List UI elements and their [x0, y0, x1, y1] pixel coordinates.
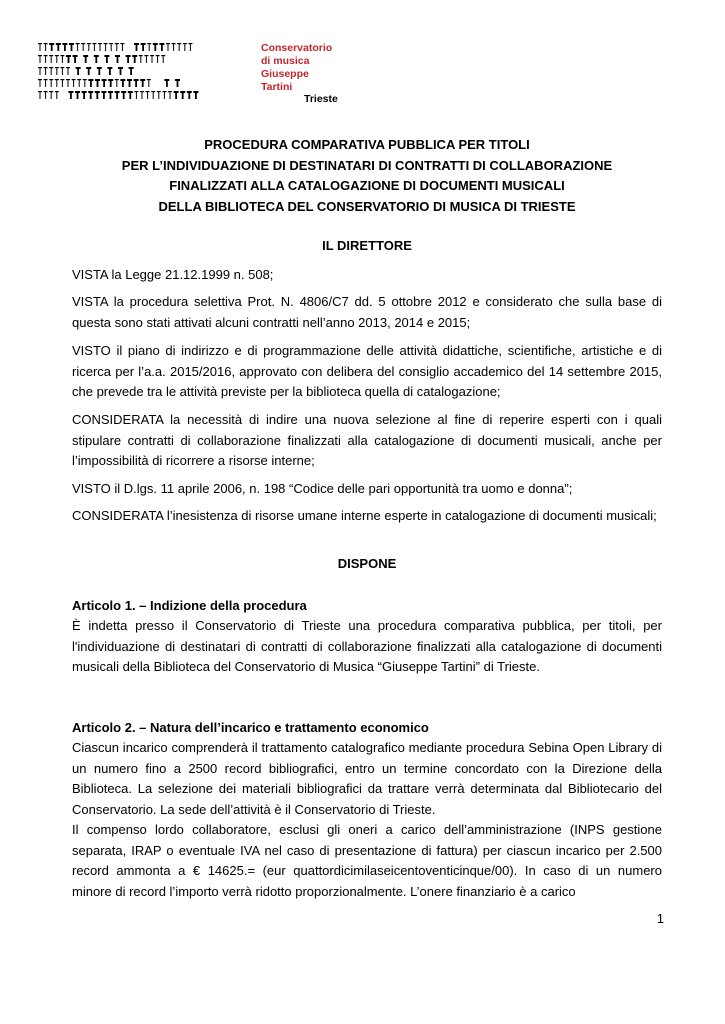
- logo-glyph: [115, 43, 119, 51]
- logo-glyph: [60, 67, 64, 75]
- logo-glyph: [127, 79, 132, 87]
- logo-line: Giuseppe: [261, 68, 309, 80]
- logo-glyph: [187, 91, 192, 99]
- logo-glyph: [49, 67, 53, 75]
- logo-glyph: [177, 43, 181, 51]
- logo-glyph: [139, 55, 143, 63]
- logo-glyph: [168, 91, 172, 99]
- logo-glyph: [81, 43, 85, 51]
- logo-glyph: [55, 91, 59, 99]
- logo-glyph: [175, 79, 180, 87]
- logo-glyph: [126, 55, 131, 63]
- logo-glyph: [88, 79, 93, 87]
- logo-glyph: [55, 67, 59, 75]
- logo-glyph: [44, 67, 48, 75]
- logo-glyph: [120, 43, 124, 51]
- logo-glyph: [38, 43, 42, 51]
- logo-glyph: [69, 43, 74, 51]
- logo-glyph: [144, 55, 148, 63]
- logo-glyph: [66, 79, 70, 87]
- logo-glyph: [38, 67, 42, 75]
- logo-glyph: [174, 91, 179, 99]
- logo-glyph: [73, 55, 78, 63]
- logo-glyph: [193, 91, 198, 99]
- premise-paragraph: VISTO il piano di indirizzo e di programmazione delle attività didattiche, scientifiche, artistiche e di ricerca per l’a.a. 2015/2016, approvato con delibera del consiglio accademico del 14 settembre 2015, che prevede tra le attività previste per la biblioteca quella di catalogazione;: [72, 343, 662, 400]
- logo-glyph: [104, 43, 108, 51]
- premise-paragraph: CONSIDERATA la necessità di indire una nuova selezione al fine di reperire esperti con i quali stipulare contratti di collaborazione finalizzati alla catalogazione di documenti musicali, anche per l’impossibilità di ricorrere a risorse interne;: [72, 412, 662, 469]
- logo-glyph: [49, 55, 53, 63]
- logo-glyph: [68, 91, 73, 99]
- premise-paragraph: VISTO il D.lgs. 11 aprile 2006, n. 198 “Codice delle pari opportunità tra uomo e donna”;: [72, 481, 573, 496]
- logo-line: di musica: [261, 55, 310, 67]
- article-2-text: Il compenso lordo collaboratore, esclusi gli oneri a carico dell’amministrazione (INPS gestione separata, IRAP o eventuale IVA nel caso di presentazione di fattura) per ciascun incarico per 2.500 record ammonta a € 14625.= (eur quattordicimilaseicentoventicinque/00). In caso di un numero minore di record l’importo verrà ridotto proporzionalmente. L’onere finanziario è a carico: [72, 822, 662, 899]
- logo-line: Tartini: [261, 81, 293, 93]
- premise-paragraph: VISTA la procedura selettiva Prot. N. 4806/C7 dd. 5 ottobre 2012 e considerato che sulla base di questa sono stati attivati alcuni contratti nell’anno 2013, 2014 e 2015;: [72, 294, 662, 330]
- logo-line: Conservatorio: [261, 42, 333, 54]
- logo-glyph: [157, 91, 161, 99]
- logo-glyph: [107, 67, 112, 75]
- title-line: PER L’INDIVIDUAZIONE DI DESTINATARI DI CONTRATTI DI COLLABORAZIONE: [121, 157, 613, 173]
- logo-glyph: [141, 43, 146, 51]
- logo-glyph: [92, 43, 96, 51]
- logo-glyph: [115, 91, 120, 99]
- logo-glyph: [147, 79, 151, 87]
- premise-paragraph: CONSIDERATA l’inesistenza di risorse umane interne esperte in catalogazione di documenti musicali;: [72, 508, 657, 523]
- logo-glyph: [150, 55, 154, 63]
- logo-glyph: [161, 55, 165, 63]
- logo-glyph: [95, 91, 100, 99]
- logo-glyph: [162, 91, 166, 99]
- direttore-heading: IL DIRETTORE: [322, 238, 412, 253]
- logo-glyph: [88, 91, 93, 99]
- logo-glyph: [56, 43, 61, 51]
- dispone-heading: DISPONE: [337, 556, 397, 571]
- logo-glyph: [120, 79, 125, 87]
- logo-glyph: [86, 67, 91, 75]
- logo-glyph: [140, 79, 145, 87]
- logo-glyph: [166, 43, 170, 51]
- logo-glyph: [156, 55, 160, 63]
- article-1-title: Articolo 1. – Indizione della procedura: [72, 598, 307, 613]
- logo-glyph: [44, 79, 48, 87]
- logo-glyph: [76, 43, 80, 51]
- logo-city: Trieste: [304, 93, 338, 105]
- logo-glyph: [134, 91, 138, 99]
- logo-glyph: [108, 91, 113, 99]
- logo-glyph: [77, 79, 81, 87]
- logo-glyph: [76, 67, 81, 75]
- logo-glyph: [83, 79, 87, 87]
- logo-glyph: [172, 43, 176, 51]
- logo-glyph: [129, 67, 134, 75]
- logo-glyph: [87, 43, 91, 51]
- logo-glyph: [101, 91, 106, 99]
- logo-glyph: [146, 91, 150, 99]
- logo-glyph: [49, 91, 53, 99]
- document-title: [72, 135, 662, 217]
- logo-glyph: [83, 55, 88, 63]
- logo-glyph: [164, 79, 169, 87]
- title-line: DELLA BIBLIOTECA DEL CONSERVATORIO DI MUSICA DI TRIESTE: [158, 198, 576, 214]
- logo-glyph: [104, 55, 109, 63]
- logo-glyph: [60, 55, 64, 63]
- logo-glyph: [55, 79, 59, 87]
- logo-glyph: [60, 79, 64, 87]
- logo-glyph: [128, 91, 133, 99]
- logo-glyph: [72, 79, 76, 87]
- logo-glyph: [159, 43, 164, 51]
- logo-glyph: [147, 43, 151, 51]
- logo-glyph: [44, 55, 48, 63]
- logo-glyph: [82, 91, 87, 99]
- logo-glyph: [180, 91, 185, 99]
- logo-glyph: [153, 43, 158, 51]
- logo-glyph: [55, 55, 59, 63]
- logo-glyph: [38, 55, 42, 63]
- logo-glyph: [102, 79, 107, 87]
- logo-glyph: [115, 79, 119, 87]
- article-1-text: È indetta presso il Conservatorio di Trieste una procedura comparativa pubblica, per titoli, per l'individuazione di destinatari di contratti di collaborazione finalizzati alla catalogazione di documenti musicali della Biblioteca del Conservatorio di Musica “Giuseppe Tartini” di Trieste.: [72, 618, 662, 675]
- logo-glyph: [140, 91, 144, 99]
- logo-glyph: [151, 91, 155, 99]
- logo-glyph: [121, 91, 126, 99]
- title-line: PROCEDURA COMPARATIVA PUBBLICA PER TITOLI: [204, 137, 530, 152]
- logo-glyph: [49, 79, 53, 87]
- logo-glyph: [95, 79, 100, 87]
- premise-paragraph: VISTA la Legge 21.12.1999 n. 508;: [72, 267, 274, 282]
- logo-glyph: [183, 43, 187, 51]
- logo-glyph: [188, 43, 192, 51]
- logo-glyph: [108, 79, 113, 87]
- logo-glyph: [134, 43, 139, 51]
- logo-glyph: [98, 43, 102, 51]
- logo-glyph: [97, 67, 102, 75]
- logo-name: [261, 42, 332, 94]
- logo-glyph: [115, 55, 120, 63]
- logo-glyph: [62, 43, 67, 51]
- logo-glyph: [134, 79, 139, 87]
- logo-glyph: [38, 91, 42, 99]
- logo-glyph: [66, 55, 71, 63]
- logo-glyph: [132, 55, 137, 63]
- logo-glyph: [38, 79, 42, 87]
- logo-glyph: [49, 43, 54, 51]
- logo-glyph: [94, 55, 99, 63]
- page-number: 1: [656, 911, 664, 926]
- logo-glyph: [118, 67, 123, 75]
- conservatorio-logo: [36, 41, 356, 105]
- article-2-title: Articolo 2. – Natura dell’incarico e trattamento economico: [72, 720, 429, 735]
- title-line: FINALIZZATI ALLA CATALOGAZIONE DI DOCUMENTI MUSICALI: [169, 178, 565, 193]
- logo-glyph: [44, 91, 48, 99]
- logo-glyph: [109, 43, 113, 51]
- logo-glyph: [66, 67, 70, 75]
- logo-glyph: [44, 43, 48, 51]
- music-score-logo-icon: [36, 41, 256, 105]
- article-2-text: Ciascun incarico comprenderà il trattamento catalografico mediante procedura Sebina Open Library di un numero fino a 2500 record bibliografici, entro un termine concordato con la Direzione della Biblioteca. La selezione dei materiali bibliografici da trattare verrà determinata dal Bibliotecario del Conservatorio. La sede dell’attività è il Conservatorio di Trieste.: [72, 740, 662, 817]
- logo-glyph: [75, 91, 80, 99]
